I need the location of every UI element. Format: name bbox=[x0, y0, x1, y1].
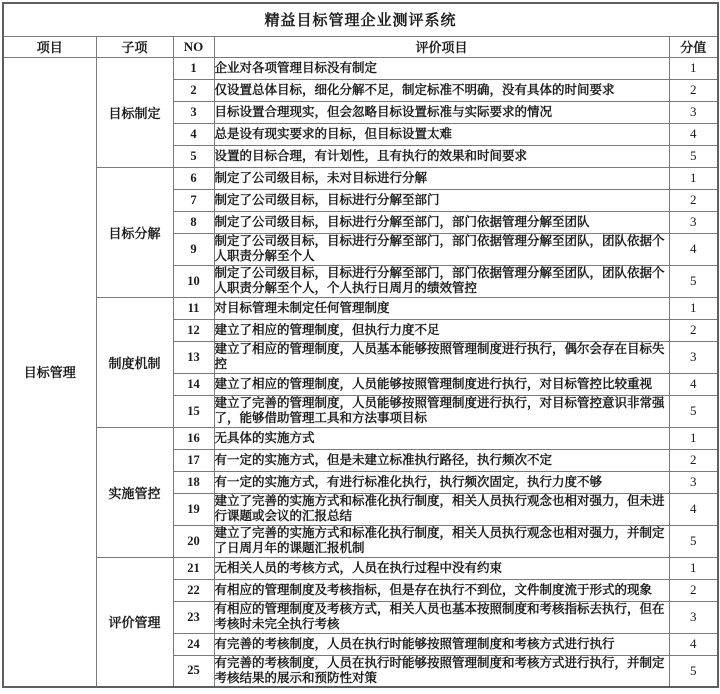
row-score: 5 bbox=[669, 655, 718, 687]
row-score: 4 bbox=[669, 123, 718, 145]
subitem-cell: 评价管理 bbox=[96, 557, 173, 687]
row-desc: 制定了公司级目标，目标进行分解至部门，部门依据管理分解至团队，团队依据个人职责分解至个人，个人执行日周月的绩效管控 bbox=[214, 265, 669, 297]
row-desc: 有相应的管理制度及考核指标，但是存在执行不到位，文件制度流于形式的现象 bbox=[214, 579, 669, 601]
subitem-cell: 目标制定 bbox=[96, 57, 173, 167]
row-desc: 制定了公司级目标，未对目标进行分解 bbox=[214, 167, 669, 189]
row-desc: 有相应的管理制度及考核方式，相关人员也基本按照制度和考核指标去执行，但在考核时未完全执行考核 bbox=[214, 601, 669, 633]
subitem-cell: 制度机制 bbox=[96, 297, 173, 427]
row-desc: 仅设置总体目标，细化分解不足，制定标准不明确，没有具体的时间要求 bbox=[214, 79, 669, 101]
col-header-project: 项目 bbox=[3, 36, 96, 57]
row-score: 5 bbox=[669, 265, 718, 297]
row-no: 9 bbox=[173, 233, 214, 265]
row-score: 2 bbox=[669, 449, 718, 471]
table-row bbox=[3, 297, 718, 319]
col-header-no: NO bbox=[173, 36, 214, 57]
col-header-score: 分值 bbox=[669, 36, 718, 57]
table-row bbox=[3, 427, 718, 449]
row-score: 4 bbox=[669, 373, 718, 395]
row-no: 12 bbox=[173, 319, 214, 341]
row-no: 7 bbox=[173, 189, 214, 211]
row-no: 4 bbox=[173, 123, 214, 145]
row-no: 20 bbox=[173, 525, 214, 557]
col-header-item: 评价项目 bbox=[214, 36, 669, 57]
subitem-cell: 实施管控 bbox=[96, 427, 173, 557]
table-row bbox=[3, 57, 718, 79]
row-no: 19 bbox=[173, 493, 214, 525]
row-no: 25 bbox=[173, 655, 214, 687]
header-row bbox=[3, 36, 718, 57]
row-desc: 制定了公司级目标，目标进行分解至部门 bbox=[214, 189, 669, 211]
row-no: 6 bbox=[173, 167, 214, 189]
row-score: 1 bbox=[669, 57, 718, 79]
row-score: 5 bbox=[669, 395, 718, 427]
row-score: 4 bbox=[669, 233, 718, 265]
row-score: 3 bbox=[669, 601, 718, 633]
row-desc: 对目标管理未制定任何管理制度 bbox=[214, 297, 669, 319]
row-desc: 建立了完善的管理制度，人员能够按照管理制度进行执行，对目标管控意识非常强了，能够借助管理工具和方法事项目标 bbox=[214, 395, 669, 427]
row-no: 13 bbox=[173, 341, 214, 373]
row-no: 10 bbox=[173, 265, 214, 297]
row-no: 21 bbox=[173, 557, 214, 579]
row-desc: 有完善的考核制度，人员在执行时能够按照管理制度和考核方式进行执行，并制定考核结果的展示和预防性对策 bbox=[214, 655, 669, 687]
evaluation-table bbox=[2, 2, 719, 688]
row-no: 14 bbox=[173, 373, 214, 395]
row-no: 22 bbox=[173, 579, 214, 601]
doc-title: 精益目标管理企业测评系统 bbox=[3, 3, 718, 36]
row-desc: 有一定的实施方式，但是未建立标准执行路径，执行频次不定 bbox=[214, 449, 669, 471]
row-score: 2 bbox=[669, 79, 718, 101]
row-no: 17 bbox=[173, 449, 214, 471]
row-no: 15 bbox=[173, 395, 214, 427]
row-score: 2 bbox=[669, 189, 718, 211]
row-desc: 有一定的实施方式，有进行标准化执行，执行频次固定，执行力度不够 bbox=[214, 471, 669, 493]
row-desc: 建立了完善的实施方式和标准化执行制度，相关人员执行观念也相对强力，但未进行课题或会议的汇报总结 bbox=[214, 493, 669, 525]
row-score: 1 bbox=[669, 167, 718, 189]
row-score: 3 bbox=[669, 211, 718, 233]
row-score: 1 bbox=[669, 297, 718, 319]
row-no: 23 bbox=[173, 601, 214, 633]
row-no: 11 bbox=[173, 297, 214, 319]
row-score: 3 bbox=[669, 341, 718, 373]
row-desc: 设置的目标合理，有计划性，且有执行的效果和时间要求 bbox=[214, 145, 669, 167]
row-desc: 建立了相应的管理制度，人员基本能够按照管理制度进行执行，偶尔会存在目标失控 bbox=[214, 341, 669, 373]
row-no: 24 bbox=[173, 633, 214, 655]
row-no: 2 bbox=[173, 79, 214, 101]
row-no: 8 bbox=[173, 211, 214, 233]
row-desc: 有完善的考核制度，人员在执行时能够按照管理制度和考核方式进行执行 bbox=[214, 633, 669, 655]
row-score: 4 bbox=[669, 493, 718, 525]
row-desc: 无具体的实施方式 bbox=[214, 427, 669, 449]
row-no: 3 bbox=[173, 101, 214, 123]
row-score: 4 bbox=[669, 633, 718, 655]
row-score: 3 bbox=[669, 471, 718, 493]
row-score: 2 bbox=[669, 319, 718, 341]
project-cell: 目标管理 bbox=[3, 57, 96, 687]
table-row bbox=[3, 557, 718, 579]
row-desc: 制定了公司级目标，目标进行分解至部门，部门依据管理分解至团队 bbox=[214, 211, 669, 233]
row-desc: 建立了相应的管理制度，人员能够按照管理制度进行执行，对目标管控比较重视 bbox=[214, 373, 669, 395]
row-score: 1 bbox=[669, 427, 718, 449]
row-desc: 目标设置合理现实，但会忽略目标设置标准与实际要求的情况 bbox=[214, 101, 669, 123]
title-row bbox=[3, 3, 718, 36]
row-desc: 建立了完善的实施方式和标准化执行制度，相关人员执行观念也相对强力，并制定了日周月年的课题汇报机制 bbox=[214, 525, 669, 557]
col-header-subitem: 子项 bbox=[96, 36, 173, 57]
row-no: 18 bbox=[173, 471, 214, 493]
row-no: 16 bbox=[173, 427, 214, 449]
row-desc: 建立了相应的管理制度，但执行力度不足 bbox=[214, 319, 669, 341]
row-score: 5 bbox=[669, 145, 718, 167]
row-score: 2 bbox=[669, 579, 718, 601]
row-score: 3 bbox=[669, 101, 718, 123]
row-desc: 企业对各项管理目标没有制定 bbox=[214, 57, 669, 79]
row-desc: 无相关人员的考核方式，人员在执行过程中没有约束 bbox=[214, 557, 669, 579]
row-desc: 总是设有现实要求的目标，但目标设置太难 bbox=[214, 123, 669, 145]
row-no: 5 bbox=[173, 145, 214, 167]
row-no: 1 bbox=[173, 57, 214, 79]
table-row bbox=[3, 167, 718, 189]
row-score: 1 bbox=[669, 557, 718, 579]
row-score: 5 bbox=[669, 525, 718, 557]
subitem-cell: 目标分解 bbox=[96, 167, 173, 297]
row-desc: 制定了公司级目标，目标进行分解至部门，部门依据管理分解至团队，团队依据个人职责分解至个人 bbox=[214, 233, 669, 265]
